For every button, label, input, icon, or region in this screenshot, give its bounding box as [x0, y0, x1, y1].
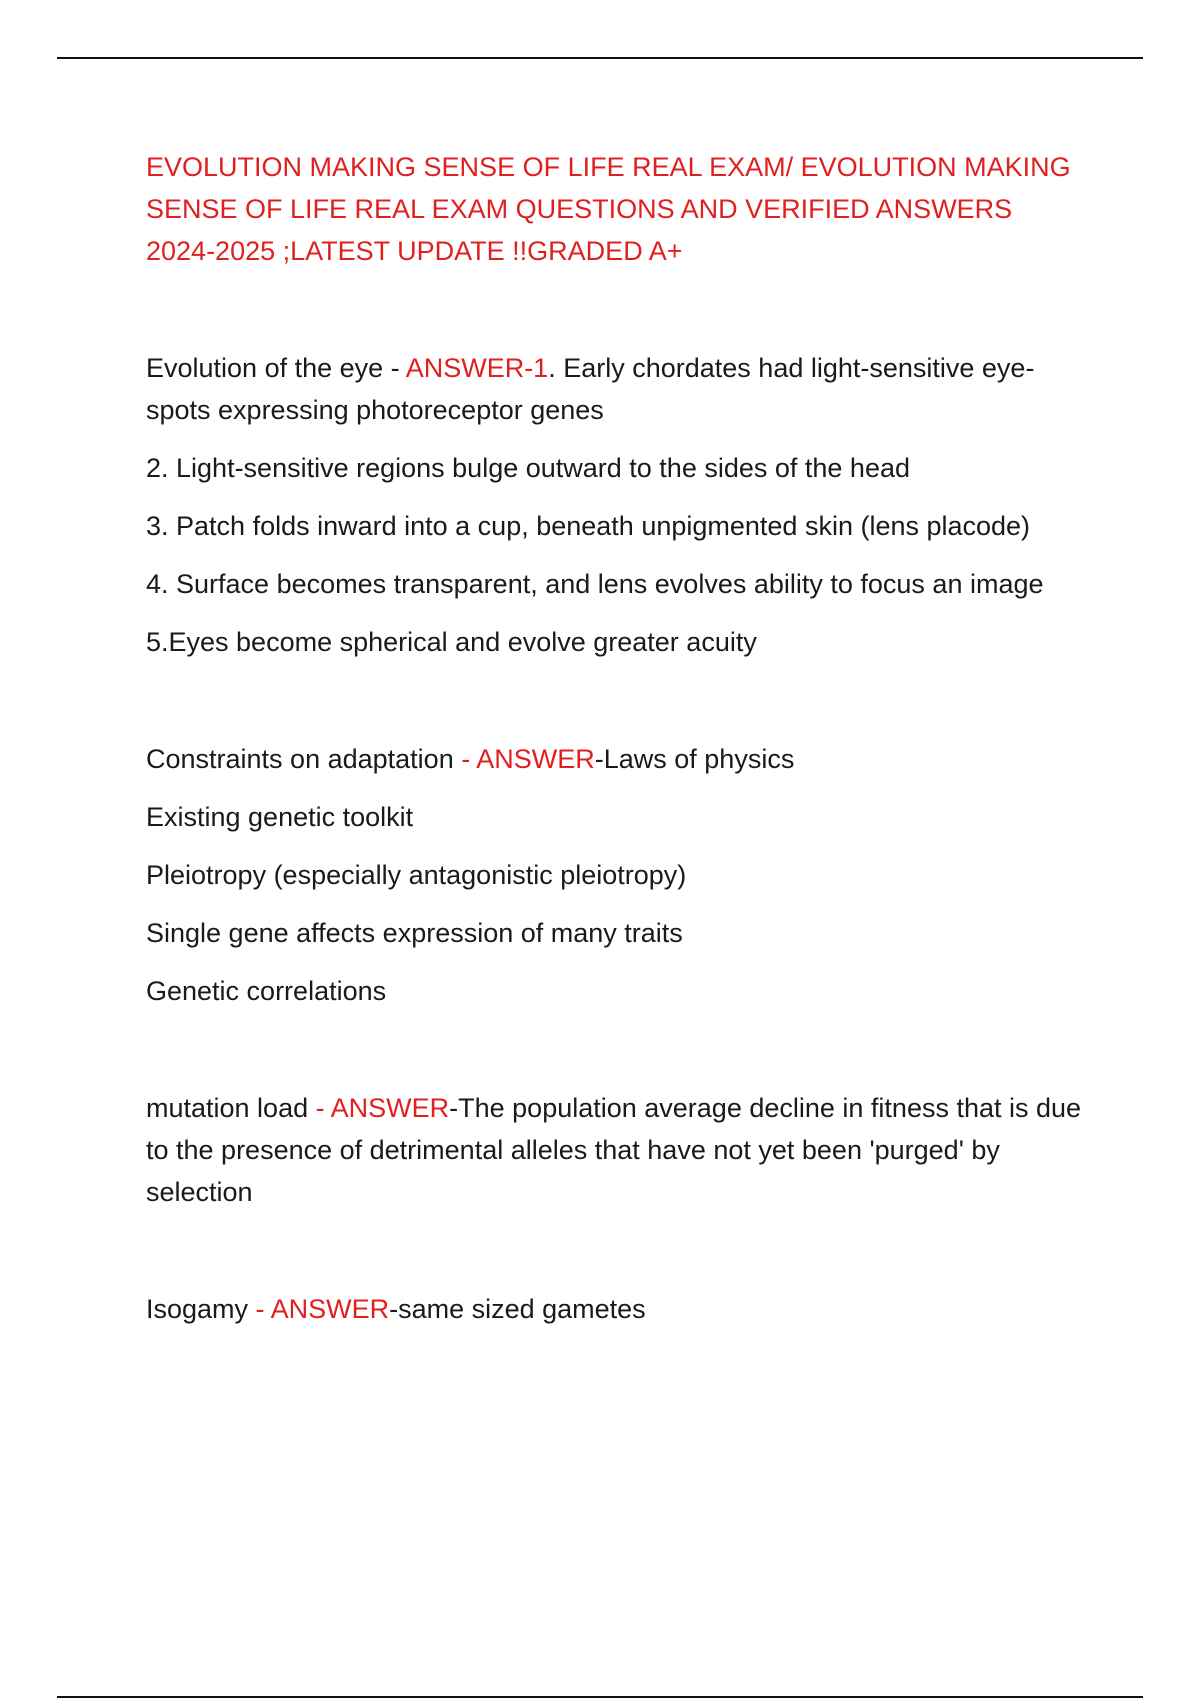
- question-text: Constraints on adaptation: [146, 744, 454, 774]
- qa-item-isogamy: [146, 1288, 1086, 1330]
- answer-tag: ANSWER-1: [405, 353, 549, 383]
- qa-first-line: [146, 1288, 1086, 1330]
- answer-line: 3. Patch folds inward into a cup, beneath unpigmented skin (lens placode): [146, 511, 1031, 541]
- answer-line: Pleiotropy (especially antagonistic pleiotropy): [146, 860, 687, 890]
- answer-tag: ANSWER: [476, 744, 595, 774]
- answer-tag: ANSWER: [270, 1294, 390, 1324]
- question-text: Evolution of the eye: [146, 353, 384, 383]
- document-title: EVOLUTION MAKING SENSE OF LIFE REAL EXAM/ EVOLUTION MAKING SENSE OF LIFE REAL EXAM QUESTIONS AND VERIFIED ANSWERS 2024-2025 ;LATEST UPDATE !!GRADED A+: [146, 152, 1071, 266]
- answer-line: 2. Light-sensitive regions bulge outward to the sides of the head: [146, 453, 910, 483]
- separator: -: [248, 1294, 271, 1324]
- separator: -: [453, 744, 477, 774]
- question-text: mutation load: [146, 1093, 309, 1123]
- separator: -: [383, 353, 406, 383]
- answer-line: Existing genetic toolkit: [146, 802, 414, 832]
- answer-line: 4. Surface becomes transparent, and lens evolves ability to focus an image: [146, 569, 1044, 599]
- question-text: Isogamy: [146, 1294, 249, 1324]
- qa-item-mutation-load: [146, 1087, 1086, 1213]
- qa-first-line: [146, 738, 1086, 780]
- qa-item-eye: [146, 347, 1086, 663]
- bottom-rule: [57, 1696, 1143, 1698]
- answer-line: Genetic correlations: [146, 976, 387, 1006]
- document-body: [146, 146, 1086, 1330]
- top-rule: [57, 57, 1143, 59]
- qa-item-constraints: [146, 738, 1086, 1012]
- answer-text: -same sized gametes: [389, 1294, 646, 1324]
- answer-text: -Laws of physics: [594, 744, 795, 774]
- separator: -: [308, 1093, 331, 1123]
- answer-line: 5.Eyes become spherical and evolve greater acuity: [146, 627, 757, 657]
- qa-first-line: [146, 347, 1086, 431]
- qa-first-line: [146, 1087, 1086, 1213]
- answer-line: Single gene affects expression of many traits: [146, 918, 683, 948]
- answer-text: -The population average decline in fitness that is due to the presence of detrimental alleles that have not yet been 'purged' by selection: [146, 1093, 1082, 1207]
- answer-text: . Early chordates had light-sensitive eye-spots expressing photoreceptor genes: [146, 353, 1035, 425]
- answer-tag: ANSWER: [330, 1093, 450, 1123]
